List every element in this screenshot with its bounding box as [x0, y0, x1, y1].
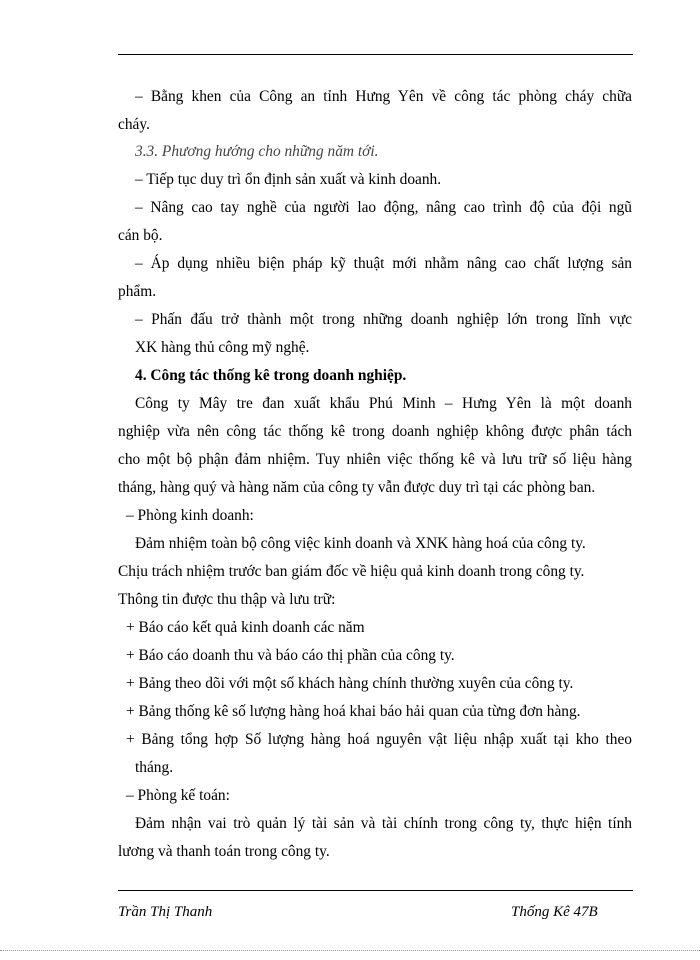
- list-item: + Báo cáo doanh thu và báo cáo thị phần của công ty.: [126, 647, 455, 664]
- bullet-item: – Áp dụng nhiều biện pháp kỹ thuật mới nhằm nâng cao chất lượng sản: [135, 255, 632, 272]
- paragraph-line: lương và thanh toán trong công ty.: [118, 843, 330, 860]
- paragraph-line: Thông tin được thu thập và lưu trữ:: [118, 591, 336, 608]
- footer-author: Trần Thị Thanh: [118, 904, 213, 920]
- department-heading: – Phòng kế toán:: [126, 787, 230, 804]
- section-heading-4: 4. Công tác thống kê trong doanh nghiệp.: [135, 367, 407, 384]
- bullet-item: – Tiếp tục duy trì ổn định sản xuất và kinh doanh.: [135, 171, 442, 188]
- text-continuation: XK hàng thủ công mỹ nghệ.: [135, 339, 310, 356]
- bullet-item: – Nâng cao tay nghề của người lao động, nâng cao trình độ của đội ngũ: [135, 199, 632, 216]
- text-continuation: cháy.: [118, 116, 150, 133]
- paragraph-line: cho một bộ phận đảm nhiệm. Tuy nhiên việc thống kê và lưu trữ số liệu hàng: [118, 451, 632, 468]
- department-heading: – Phòng kinh doanh:: [126, 507, 254, 524]
- footer-rule: [118, 890, 633, 891]
- paragraph-line: tháng, hàng quý và hàng năm của công ty vẫn được duy trì tại các phòng ban.: [118, 479, 596, 496]
- section-heading-3-3: 3.3. Phương hướng cho những năm tới.: [135, 143, 379, 160]
- page-bottom-edge: [0, 950, 700, 951]
- paragraph-line: Đảm nhận vai trò quản lý tài sản và tài chính trong công ty, thực hiện tính: [135, 815, 632, 832]
- list-item: + Bảng tổng hợp Số lượng hàng hoá nguyên vật liệu nhập xuất tại kho theo: [126, 731, 632, 748]
- list-item: + Bảng theo dõi với một số khách hàng chính thường xuyên của công ty.: [126, 675, 574, 692]
- list-item: + Bảng thống kê số lượng hàng hoá khai báo hải quan của từng đơn hàng.: [126, 703, 581, 720]
- paragraph-line: Công ty Mây tre đan xuất khẩu Phú Minh – Hưng Yên là một doanh: [135, 395, 632, 412]
- text-continuation: phẩm.: [118, 283, 157, 300]
- list-item: + Báo cáo kết quả kinh doanh các năm: [126, 619, 365, 636]
- footer-class: Thống Kê 47B: [511, 904, 598, 920]
- text-continuation: tháng.: [135, 759, 174, 776]
- bullet-award: – Bằng khen của Công an tỉnh Hưng Yên về công tác phòng cháy chữa: [135, 88, 632, 105]
- bullet-item: – Phấn đấu trở thành một trong những doanh nghiệp lớn trong lĩnh vực: [135, 311, 632, 328]
- text-continuation: cán bộ.: [118, 227, 163, 244]
- paragraph-line: Chịu trách nhiệm trước ban giám đốc về hiệu quả kinh doanh trong công ty.: [118, 563, 585, 580]
- paragraph-line: nghiệp vừa nên công tác thống kê trong doanh nghiệp không được phân tách: [118, 423, 632, 440]
- header-rule: [118, 54, 633, 55]
- paragraph-line: Đảm nhiệm toàn bộ công việc kinh doanh và XNK hàng hoá của công ty.: [135, 535, 586, 552]
